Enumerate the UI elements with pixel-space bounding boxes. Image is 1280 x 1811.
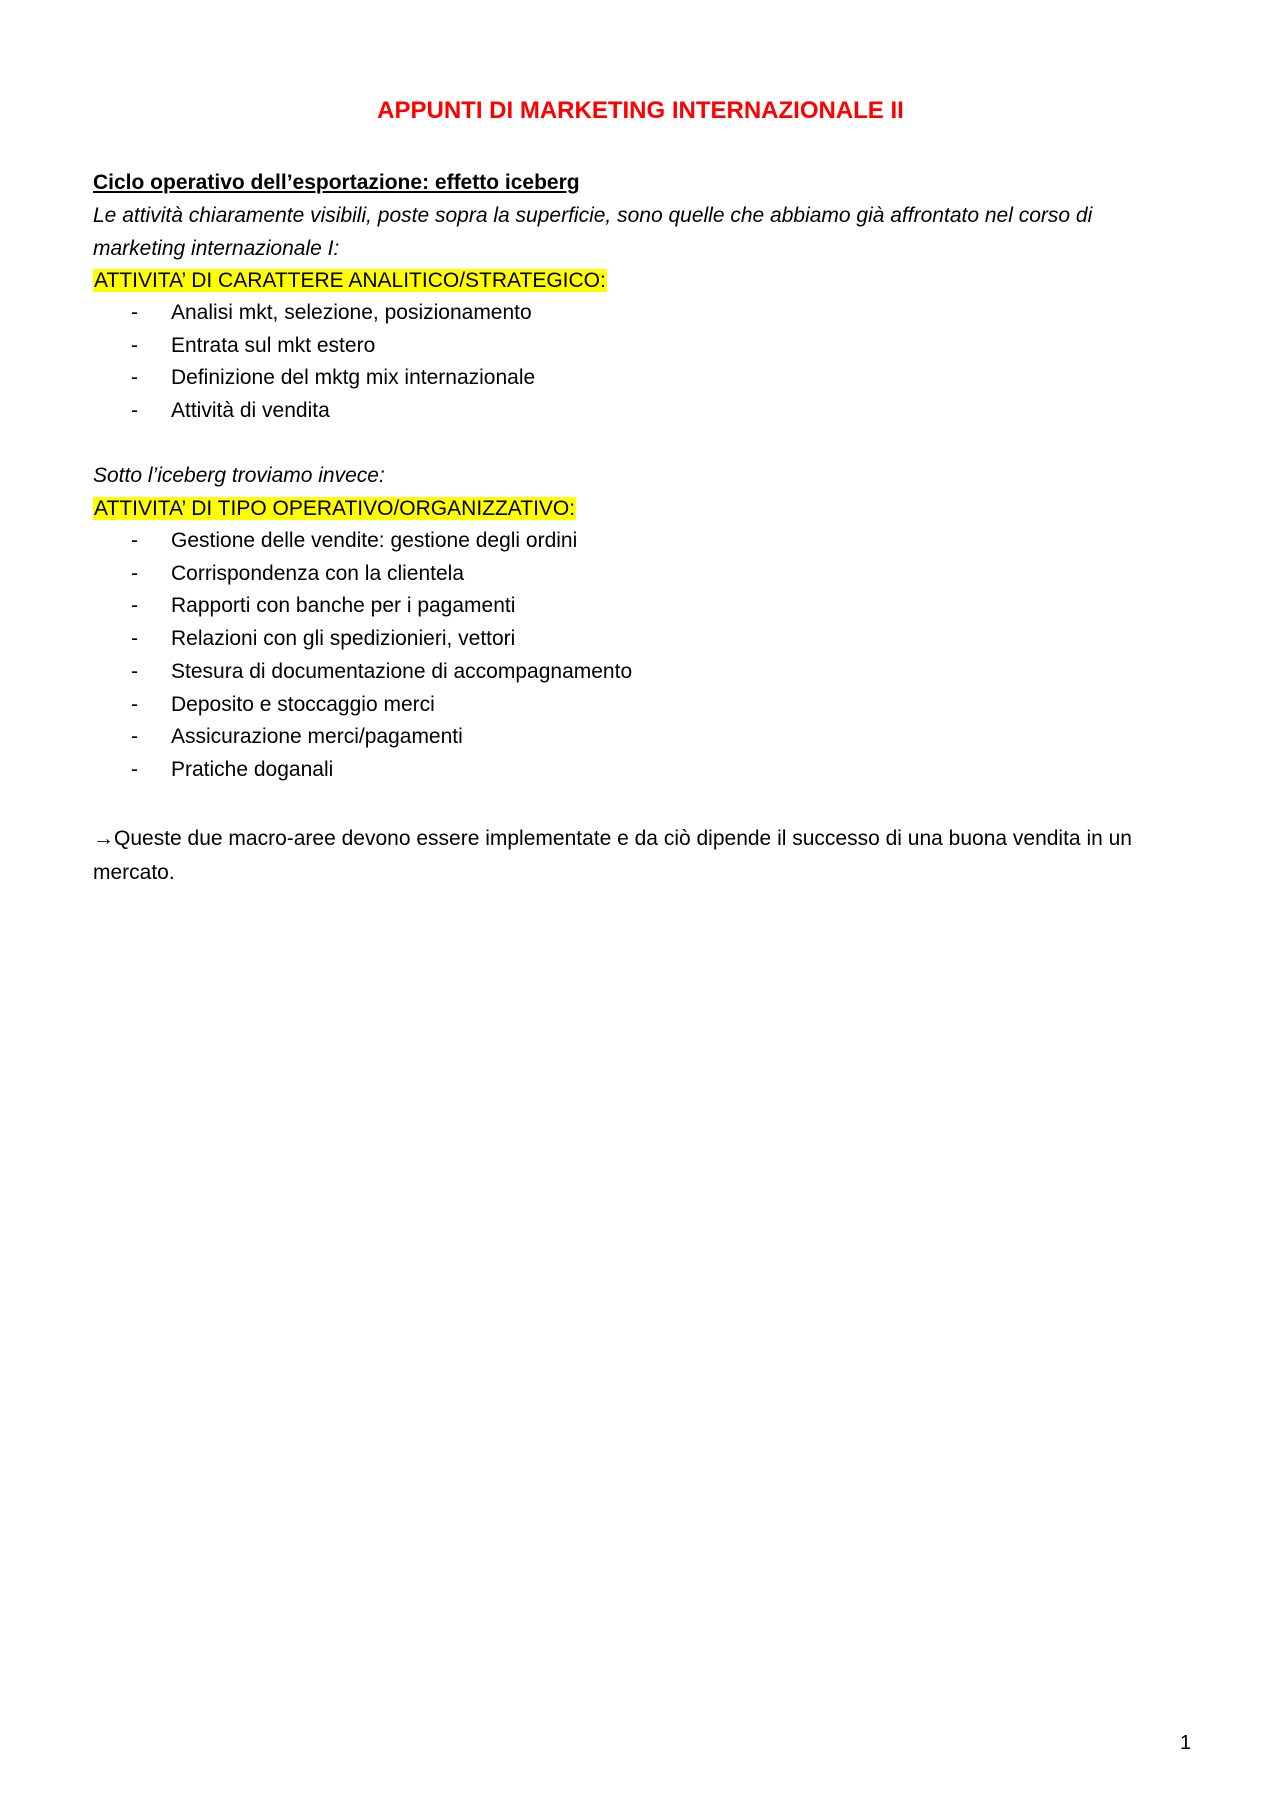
- block-label-analytic: [93, 265, 607, 297]
- bullet-dash: -: [131, 725, 138, 749]
- bullet-dash: -: [131, 301, 138, 324]
- list-item: [131, 297, 535, 330]
- bullet-dash: -: [131, 399, 138, 423]
- list-item: [131, 362, 535, 395]
- list-item-text: Assicurazione merci/pagamenti: [171, 725, 463, 749]
- document-title: APPUNTI DI MARKETING INTERNAZIONALE II: [377, 97, 904, 124]
- list-item: [131, 330, 535, 363]
- list-item-text: Deposito e stoccaggio merci: [171, 692, 435, 716]
- list-item: [131, 721, 632, 754]
- list-item: [131, 623, 632, 656]
- list-item: [131, 558, 632, 591]
- list-item: [131, 590, 632, 623]
- bullet-dash: -: [131, 659, 138, 683]
- list-item-text: Rapporti con banche per i pagamenti: [171, 594, 516, 618]
- list-item: [131, 656, 632, 689]
- list-item-text: Stesura di documentazione di accompagnamento: [171, 659, 633, 683]
- list-item-text: Definizione del mktg mix internazionale: [171, 366, 536, 390]
- conclusion-text: Queste due macro-aree devono essere implementate e da ciò dipende il successo di una buona vendita in un mercato.: [93, 827, 1132, 884]
- arrow-right-icon: →: [93, 827, 114, 850]
- highlighted-label: ATTIVITA’ DI CARATTERE ANALITICO/STRATEGICO:: [94, 269, 606, 292]
- below-iceberg-text: Sotto l’iceberg troviamo invece:: [93, 464, 385, 487]
- bullet-dash: -: [131, 627, 138, 651]
- list-item: [131, 689, 632, 722]
- block-label-operative: [93, 493, 576, 525]
- list-item: [131, 754, 632, 787]
- conclusion-paragraph: [93, 822, 1188, 890]
- highlighted-label: ATTIVITA’ DI TIPO OPERATIVO/ORGANIZZATIVO:: [94, 497, 576, 520]
- bullet-dash: -: [131, 333, 138, 357]
- analytic-activities-list: [131, 297, 535, 428]
- list-item-text: Corrispondenza con la clientela: [171, 561, 465, 585]
- list-item-text: Relazioni con gli spedizionieri, vettori: [171, 627, 516, 651]
- intro-paragraph: Le attività chiaramente visibili, poste sopra la superficie, sono quelle che abbiamo già affrontato nel corso di marketing internazionale I:: [93, 204, 1093, 260]
- list-item-text: Attività di vendita: [171, 399, 330, 423]
- bullet-dash: -: [131, 366, 138, 390]
- bullet-dash: -: [131, 594, 138, 618]
- list-item-text: Analisi mkt, selezione, posizionamento: [171, 301, 532, 324]
- list-item-text: Gestione delle vendite: gestione degli ordini: [171, 529, 578, 552]
- page-number: 1: [1180, 1732, 1192, 1754]
- list-item-text: Pratiche doganali: [171, 757, 334, 781]
- bullet-dash: -: [131, 529, 138, 552]
- bullet-dash: -: [131, 561, 138, 585]
- section-heading: Ciclo operativo dell’esportazione: effetto iceberg: [93, 171, 580, 194]
- list-item: [131, 525, 632, 558]
- list-item-text: Entrata sul mkt estero: [171, 333, 376, 357]
- bullet-dash: -: [131, 757, 138, 781]
- list-item: [131, 395, 535, 428]
- operative-activities-list: [131, 525, 632, 787]
- bullet-dash: -: [131, 692, 138, 716]
